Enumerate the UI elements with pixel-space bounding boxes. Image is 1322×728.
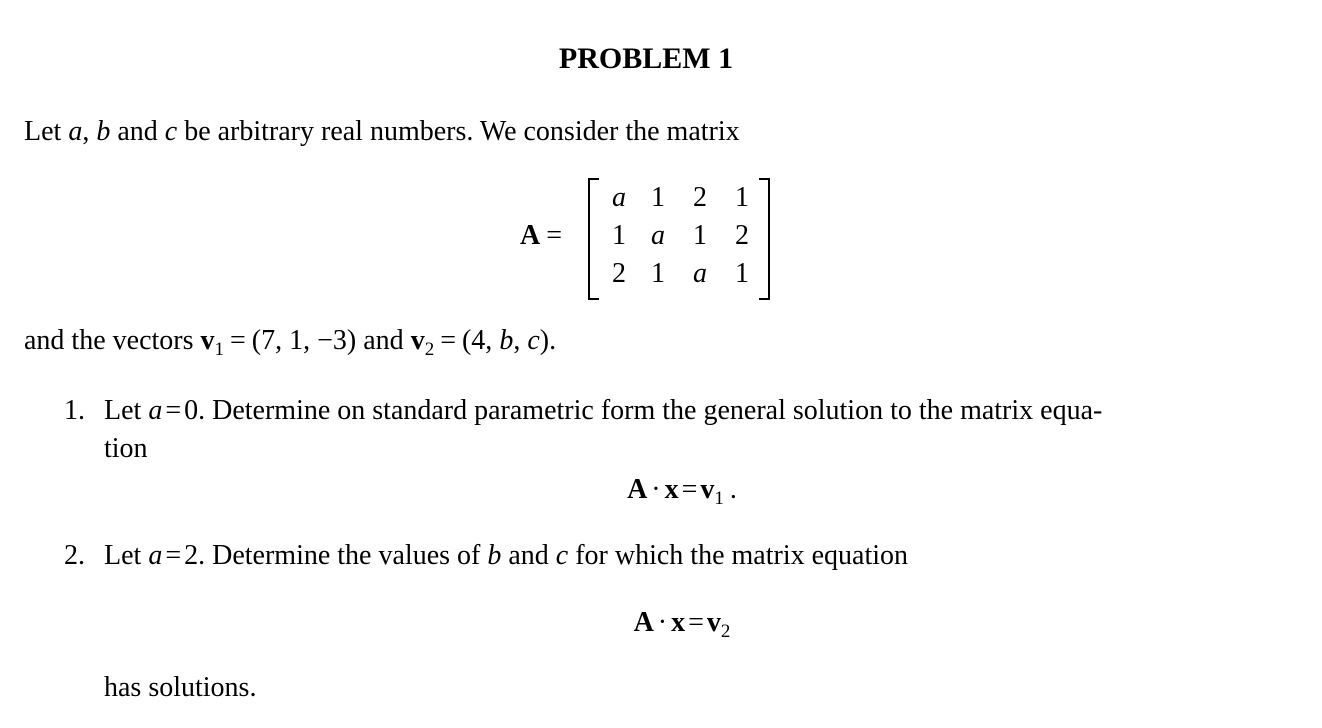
matrix-cell: 2 <box>735 220 749 251</box>
vectors-sentence <box>24 323 556 362</box>
equals-sign: = <box>165 540 182 571</box>
equation-period: . <box>729 474 737 505</box>
intro-text: be arbitrary real numbers. We consider the matrix <box>177 116 740 147</box>
list-item-1-number: 1. <box>64 395 85 426</box>
variable-a: a <box>68 116 83 147</box>
variable-a: a <box>148 540 163 571</box>
equation-matrix-A: A <box>633 607 654 638</box>
vector-v: v <box>700 474 715 505</box>
item-text: for which the matrix equation <box>568 540 909 571</box>
vector-v2-open: (4, <box>461 325 500 356</box>
matrix-cell: a <box>651 220 665 251</box>
variable-b: b <box>96 116 111 147</box>
variable-a: a <box>148 395 163 426</box>
matrix-symbol: A <box>520 220 541 251</box>
variable-b: b <box>487 540 502 571</box>
vector-v1-symbol: v <box>200 325 215 356</box>
equation-2 <box>0 605 1322 644</box>
intro-sentence <box>24 114 740 150</box>
item-value: 0 <box>184 395 199 426</box>
matrix-cell: a <box>612 182 626 213</box>
list-item-2-line1 <box>104 538 908 574</box>
vector-v: v <box>706 607 721 638</box>
vector-v1-value: (7, 1, −3) <box>251 325 357 356</box>
list-item-1-line2: tion <box>104 433 148 464</box>
matrix-cell: 2 <box>612 258 626 289</box>
equals-sign: = <box>440 325 456 356</box>
matrix-cell: 1 <box>735 258 749 289</box>
variable-c: c <box>527 325 540 356</box>
intro-text: and <box>110 116 165 147</box>
dot-operator: · <box>657 607 668 638</box>
equals-sign: = <box>165 395 182 426</box>
matrix-A <box>588 178 770 298</box>
item-text: Let <box>104 540 149 571</box>
matrix-cell: 1 <box>612 220 626 251</box>
variable-c: c <box>164 116 178 147</box>
vector-subscript: 2 <box>720 621 731 642</box>
vector-x: x <box>671 607 686 638</box>
left-bracket <box>588 178 599 300</box>
list-item-1-line1 <box>104 393 1102 429</box>
list-item-2-number: 2. <box>64 540 85 571</box>
item-text: . Determine the values of <box>198 540 488 571</box>
matrix-cell: a <box>693 258 707 289</box>
vector-v2-symbol: v <box>410 325 425 356</box>
item-value: 2 <box>184 540 199 571</box>
equals-sign: = <box>546 220 563 251</box>
matrix-cell: 1 <box>735 182 749 213</box>
vectors-text: and <box>356 325 411 356</box>
item-text: . Determine on standard parametric form the general solution to the matrix equa- <box>198 395 1103 426</box>
matrix-cell: 2 <box>693 182 707 213</box>
problem-title: PROBLEM 1 <box>558 42 734 75</box>
variable-b: b <box>499 325 514 356</box>
matrix-cell: 1 <box>693 220 707 251</box>
dot-operator: · <box>651 474 661 505</box>
vector-v1-subscript: 1 <box>214 339 224 360</box>
equals-sign: = <box>681 474 698 505</box>
equation-1 <box>0 472 1322 511</box>
intro-text: Let <box>24 116 69 147</box>
vector-subscript: 1 <box>714 488 724 509</box>
equation-matrix-A: A <box>627 474 648 505</box>
intro-comma: , <box>82 116 97 147</box>
vector-v2-close: ). <box>539 325 557 356</box>
item-text: and <box>501 540 556 571</box>
matrix-cell: 1 <box>651 182 665 213</box>
item-text: Let <box>104 395 149 426</box>
closing-text: has solutions. <box>104 672 257 703</box>
vectors-text: and the vectors <box>24 325 201 356</box>
matrix-label <box>520 218 568 254</box>
vector-v2-subscript: 2 <box>424 339 435 360</box>
equals-sign: = <box>688 607 704 638</box>
right-bracket <box>759 178 770 300</box>
equals-sign: = <box>230 325 246 356</box>
vector-v2-comma: , <box>513 325 528 356</box>
vector-x: x <box>664 474 679 505</box>
variable-c: c <box>555 540 569 571</box>
matrix-cell: 1 <box>651 258 665 289</box>
